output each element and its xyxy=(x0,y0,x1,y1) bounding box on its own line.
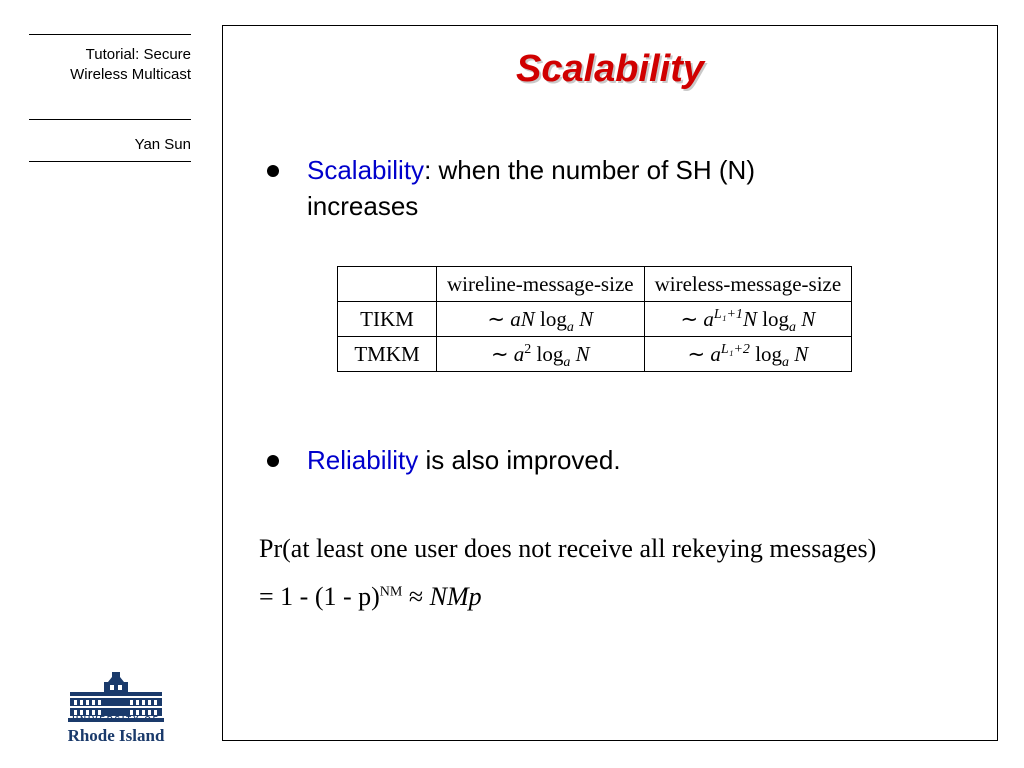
table-header-cell xyxy=(338,267,437,302)
row-label: TMKM xyxy=(338,337,437,372)
table-cell: ∼ aN $\log_a N$ xyxy=(437,302,645,337)
sidebar-rule-bottom xyxy=(29,161,191,162)
slide-title: Scalability xyxy=(516,48,704,90)
logo-caption-top: UNIVERSITY OF xyxy=(72,715,160,724)
bullet1-text: : when the number of SH (N) xyxy=(424,155,755,185)
bullet-dot-icon xyxy=(267,455,279,467)
sidebar-rule-top xyxy=(29,34,191,35)
bullet-scalability xyxy=(267,152,755,224)
slide-frame xyxy=(222,25,998,741)
row-label: TIKM xyxy=(338,302,437,337)
tutorial-title-line1: Tutorial: Secure xyxy=(85,46,191,63)
tutorial-title-line2: Wireless Multicast xyxy=(70,66,191,83)
sidebar-rule-middle xyxy=(29,119,191,120)
bullet-dot-icon xyxy=(267,165,279,177)
table-cell: ∼ $a^{L_1+1}N$ $\log_a N$ xyxy=(644,302,852,337)
bullet2-text: is also improved. xyxy=(418,445,621,475)
bullet-reliability xyxy=(267,442,621,478)
bullet1-highlight: Scalability xyxy=(307,155,425,185)
logo-caption-bottom: Rhode Island xyxy=(67,726,165,745)
table-header-row xyxy=(338,267,852,302)
formula-line-2: = 1 - (1 - p)$^{NM}$ ≈ NMp xyxy=(259,582,482,611)
table-header-cell: wireline-message-size xyxy=(437,267,645,302)
author-name: Yan Sun xyxy=(134,136,191,153)
table-cell: ∼ $a^2$ $\log_a N$ xyxy=(437,337,645,372)
bullet1-line2: increases xyxy=(307,191,419,221)
formula-line-1: Pr(at least one user does not receive all rekeying messages) xyxy=(259,534,877,563)
comparison-table xyxy=(337,266,852,372)
table-row xyxy=(338,302,852,337)
bullet2-highlight: Reliability xyxy=(307,445,419,475)
table-row xyxy=(338,337,852,372)
table-header-cell: wireless-message-size xyxy=(644,267,852,302)
tutorial-title xyxy=(70,45,191,85)
table-cell: ∼ $a^{L_1+2}$ $\log_a N$ xyxy=(644,337,852,372)
